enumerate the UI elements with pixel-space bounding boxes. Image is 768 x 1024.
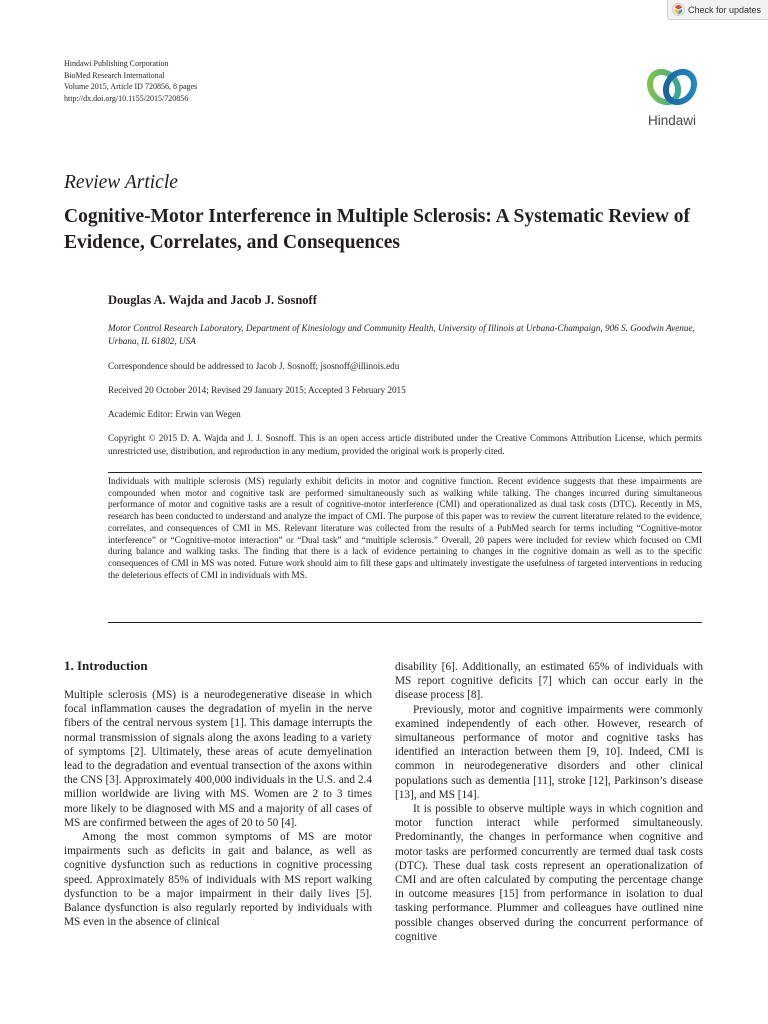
body-paragraph: disability [6]. Additionally, an estimated 65% of individuals with MS report cognitive deficits [7] which can occur early in the disease process [8]. xyxy=(395,661,703,702)
body-paragraph: Multiple sclerosis (MS) is a neurodegenerative disease in which focal inflammation causes the degradation of myelin in the nerve fibers of the central nervous system [1]. This damage interrupts the normal transmission of signals along the axons leading to a variety of symptoms [2]. Ultimately, these areas of acute demyelination lead to the degradation and eventual transection of the axons within the CNS [3]. Approximately 400,000 individuals in the U.S. and 2.4 million worldwide are living with MS. Women are 2 to 3 times more likely to be diagnosed with MS and a majority of all cases of MS are confirmed between the ages of 20 to 50 [4]. xyxy=(64,689,372,829)
journal-name: BioMed Research International xyxy=(64,70,165,80)
article-authors: Douglas A. Wajda and Jacob J. Sosnoff xyxy=(108,293,317,307)
check-for-updates-button[interactable] xyxy=(667,0,768,20)
body-column-right xyxy=(395,660,703,944)
crossmark-icon xyxy=(672,3,685,16)
abstract-top-rule xyxy=(108,472,702,473)
correspondence: Correspondence should be addressed to Jacob J. Sosnoff; jsosnoff@illinois.edu xyxy=(108,361,400,371)
copyright-notice: Copyright © 2015 D. A. Wajda and J. J. Sosnoff. This is an open access article distributed under the Creative Commons Attribution License, which permits unrestricted use, distribution, and reproduction in any medium, provided the original work is properly cited. xyxy=(108,433,702,456)
volume-info: Volume 2015, Article ID 720856, 8 pages xyxy=(64,82,198,91)
check-for-updates-label: Check for updates xyxy=(688,4,762,15)
abstract-bottom-rule xyxy=(108,622,702,623)
article-title: Cognitive-Motor Interference in Multiple Sclerosis: A Systematic Review of Evidence, Correlates, and Consequences xyxy=(64,206,691,253)
academic-editor: Academic Editor: Erwin van Wegen xyxy=(108,409,241,419)
article-type: Review Article xyxy=(64,172,178,193)
section-heading: 1. Introduction xyxy=(64,658,148,673)
body-paragraph: Previously, motor and cognitive impairments were commonly examined independently of each other. However, research of simultaneous performance of motor and cognitive tasks has identified an interaction between them [9, 10]. Indeed, CMI is common in neurodegenerative disorders and other clinical populations such as dementia [11], stroke [12], Parkinson’s disease [13], and MS [14]. xyxy=(395,703,703,801)
abstract-text: Individuals with multiple sclerosis (MS) regularly exhibit deficits in motor and cognitive function. Recent evidence suggests that these impairments are compounded when motor and cognitive task are performed simultaneously such as walking while talking. The changes incurred during simultaneous performance of motor and cognitive tasks are a result of cognitive-motor interference (CMI) and operationalized as dual task costs (DTC). Recently in MS, research has been conducted to understand and analyze the impact of CMI. The purpose of this paper was to review the current literature related to the evidence, correlates, and consequences of CMI in MS. Relevant literature was collected from the results of a PubMed search for terms including “Cognitive-motor interference” or “Cognitive-motor interaction” or “Dual task” and “multiple sclerosis.” Overall, 20 papers were included for review which focused on CMI during balance and walking tasks. The finding that there is a lack of evidence pertaining to changes in the cognitive domain as well as to the specific consequences of CMI in MS was noted. Future work should aim to fill these gaps and ultimately investigate the usefulness of targeted interventions in reducing the deleterious effects of CMI in individuals with MS. xyxy=(108,476,702,580)
doi-link[interactable]: http://dx.doi.org/10.1155/2015/720856 xyxy=(64,93,189,103)
body-paragraph: It is possible to observe multiple ways in which cognition and motor function interact while performed simultaneously. Predominantly, the changes in performance when cognitive and motor tasks are performed concurrently are termed dual task costs (DTC). These dual task costs represent an operationalization of CMI and are often calculated by computing the percentage change in outcome measures [15] from performance in isolation to dual tasking performance. Plummer and colleagues have outlined nine possible changes observed during the concurrent performance of cognitive xyxy=(395,803,703,943)
publisher-name: Hindawi Publishing Corporation xyxy=(64,59,169,68)
body-paragraph: Among the most common symptoms of MS are motor impairments such as deficits in gait and balance, as well as cognitive dysfunction such as reductions in cognitive processing speed. Approximately 85% of individuals with MS report walking dysfunction to be a major impairment in their daily lives [5]. Balance dysfunction is also regularly reported by individuals with MS even in the absence of clinical xyxy=(64,831,372,929)
body-column-left xyxy=(64,688,372,929)
hindawi-wordmark: Hindawi xyxy=(647,113,697,128)
article-dates: Received 20 October 2014; Revised 29 January 2015; Accepted 3 February 2015 xyxy=(108,385,406,395)
author-affiliation: Motor Control Research Laboratory, Department of Kinesiology and Community Health, University of Illinois at Urbana-Champaign, 906 S. Goodwin Avenue, Urbana, IL 61802, USA xyxy=(108,323,695,346)
publication-info xyxy=(64,58,197,104)
